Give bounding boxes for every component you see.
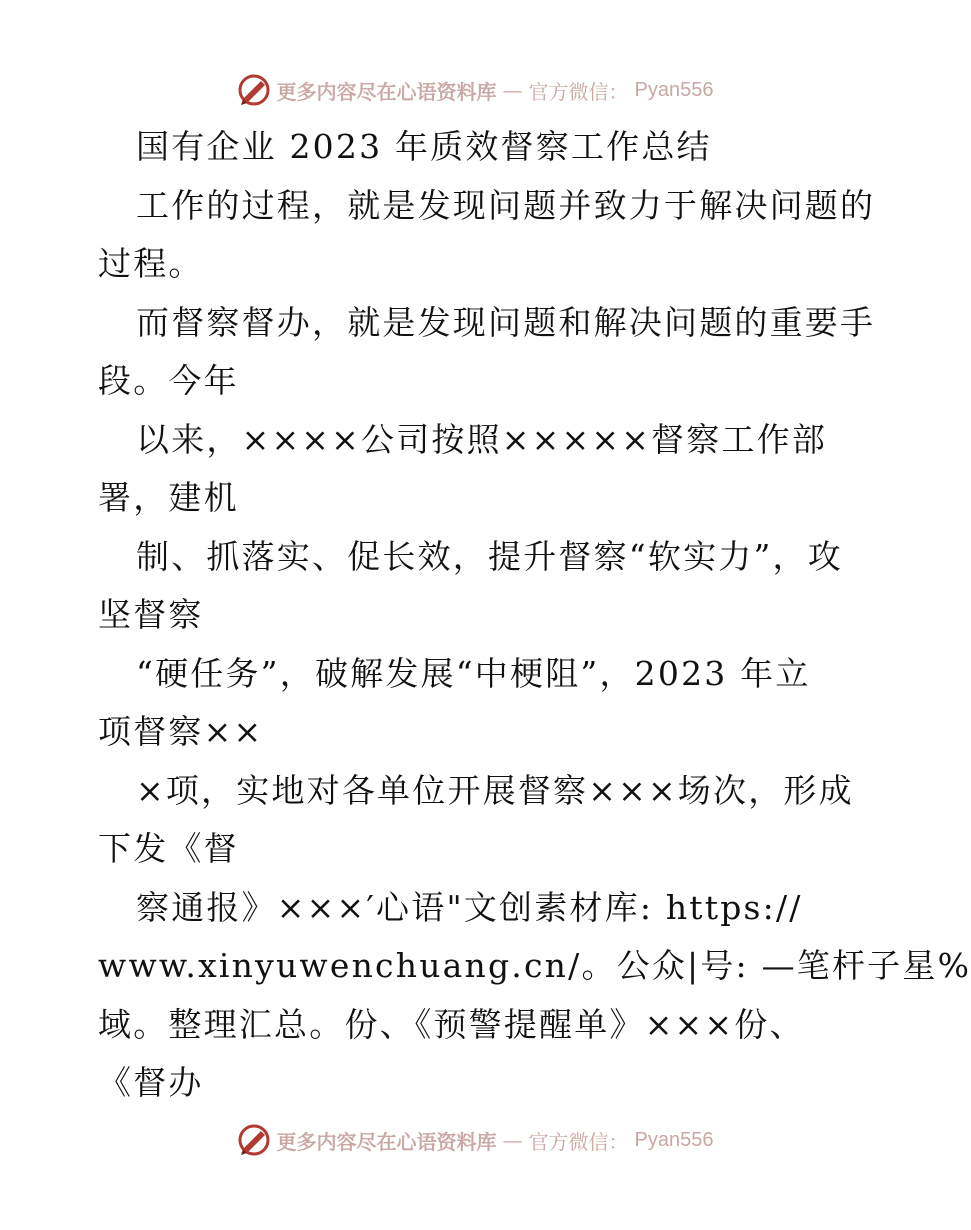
paragraph-line: 《督办 [98, 1063, 204, 1102]
paragraph-line: ×项，实地对各单位开展督察×××场次，形成 [136, 770, 854, 810]
banner-text: 更多内容尽在心语资料库 [276, 1129, 497, 1154]
pen-logo-icon [237, 73, 271, 107]
paragraph-line: 下发《督 [98, 829, 239, 868]
banner-contact-label: 官方微信： [528, 1129, 629, 1154]
paragraph-line: 工作的过程，就是发现问题并致力于解决问题的 [136, 185, 876, 225]
paragraph-line: www.xinyuwenchuang.cn/。公众|号: —笔杆子星% [98, 946, 971, 985]
document-title: 国有企业 2023 年质效督察工作总结 [136, 127, 712, 166]
header-watermark-banner [0, 70, 950, 110]
paragraph-line: 而督察督办，就是发现问题和解决问题的重要手 [136, 302, 876, 342]
footer-watermark-banner [0, 1120, 950, 1160]
paragraph-line: 域。整理汇总。份、《预警提醒单》×××份、 [98, 1004, 805, 1044]
document-body [98, 118, 971, 1113]
pen-logo-icon [237, 1123, 271, 1157]
paragraph-line: 察通报》×××′心语"文创素材库: https:// [136, 887, 803, 927]
banner-contact-handle: Pyan556 [634, 1128, 714, 1151]
banner-contact-handle: Pyan556 [634, 78, 714, 101]
banner-contact-label: 官方微信： [528, 79, 629, 104]
banner-separator: — [502, 78, 523, 102]
banner-text: 更多内容尽在心语资料库 [276, 79, 497, 104]
paragraph-line: “硬任务”，破解发展“中梗阻”，2023 年立 [136, 653, 811, 693]
paragraph-line: 坚督察 [98, 595, 204, 634]
paragraph-line: 署，建机 [98, 478, 239, 517]
paragraph-line: 制、抓落实、促长效，提升督察“软实力”，攻 [136, 536, 843, 576]
paragraph-line: 项督察×× [98, 712, 264, 751]
paragraph-line: 段。今年 [98, 361, 239, 400]
paragraph-line: 过程。 [98, 244, 204, 283]
paragraph-line: 以来，××××公司按照×××××督察工作部 [136, 419, 828, 459]
banner-separator: — [502, 1128, 523, 1152]
